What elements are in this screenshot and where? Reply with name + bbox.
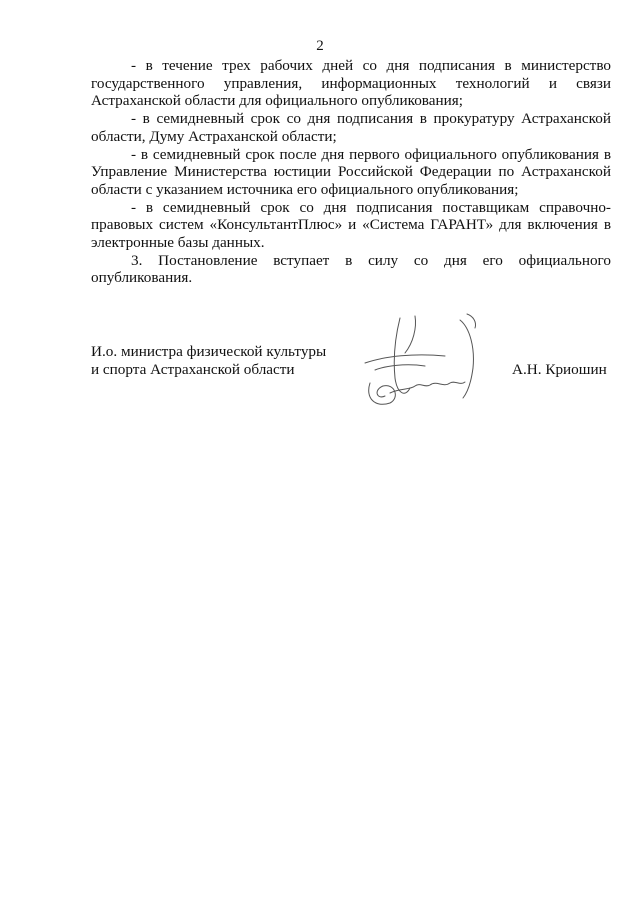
list-item-legal-systems: - в семидневный срок со дня подписания поставщикам справочно-правовых систем «КонсультантПлюс» и «Система ГАРАНТ» для включения в электронные базы данных.	[91, 198, 611, 252]
signatory-position	[91, 343, 326, 378]
signatory-position-line2: и спорта Астраханской области	[91, 360, 295, 378]
signatory-name: А.Н. Криошин	[512, 361, 607, 378]
signatory-position-line1: И.о. министра физической культуры	[91, 343, 327, 360]
list-item-ministry-justice: - в семидневный срок после дня первого официального опубликования в Управление Министерства юстиции Российской Федерации по Астраханской области с указанием источника его официального опубликования;	[91, 145, 611, 198]
page-number: 2	[316, 38, 324, 54]
paragraph-effective-date: 3. Постановление вступает в силу со дня его официального опубликования.	[91, 251, 611, 287]
list-item-ministry-publication: - в течение трех рабочих дней со дня подписания в министерство государственного управления, информационных технологий и связи Астраханской области для официального опубликования;	[91, 57, 611, 110]
list-item-prosecutor: - в семидневный срок со дня подписания в прокуратуру Астраханской области, Думу Астраханской области;	[91, 110, 611, 145]
handwritten-signature	[355, 308, 505, 428]
document-body	[91, 57, 611, 287]
